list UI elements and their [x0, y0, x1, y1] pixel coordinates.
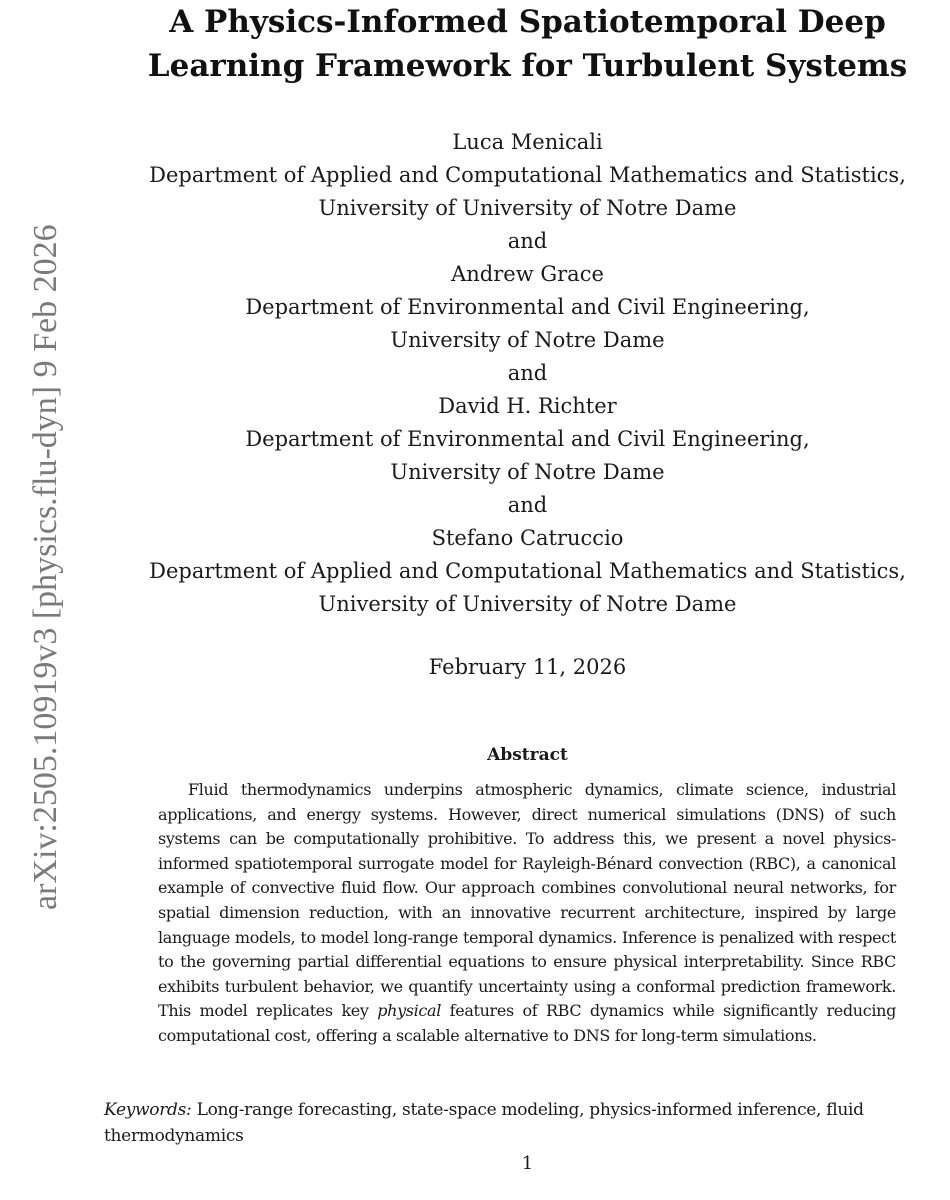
arxiv-identifier: arXiv:2505.10919v3 [physics.flu-dyn] 9 Feb 2026: [27, 224, 64, 910]
abstract-text-part-2: features of RBC dynamics while significantly reducing computational cost, offering a scalable alternative to DNS for long-term simulations.: [158, 1001, 896, 1045]
author-separator: and: [507, 229, 548, 253]
author-university: University of Notre Dame: [390, 460, 665, 484]
author-department: Department of Environmental and Civil Engineering,: [245, 295, 810, 319]
author-block: [0, 126, 950, 621]
keywords-label: Keywords:: [104, 1100, 192, 1120]
author-department: Department of Environmental and Civil Engineering,: [245, 427, 810, 451]
author-department: Department of Applied and Computational Mathematics and Statistics,: [149, 559, 906, 583]
abstract-text-part-1: Fluid thermodynamics underpins atmospheric dynamics, climate science, industrial applications, and energy systems. However, direct numerical simulations (DNS) of such systems can be computationally prohibitive. To address this, we present a novel physics-informed spatiotemporal surrogate model for Rayleigh-Bénard convection (RBC), a canonical example of convective fluid flow. Our approach combines convolutional neural networks, for spatial dimension reduction, with an innovative recurrent architecture, inspired by large language models, to model long-range temporal dynamics. Inference is penalized with respect to the governing partial differential equations to ensure physical interpretability. Since RBC exhibits turbulent behavior, we quantify uncertainty using a conformal prediction framework. This model replicates key: [158, 780, 896, 1021]
abstract-heading: Abstract: [487, 745, 568, 765]
author-name: David H. Richter: [438, 394, 617, 418]
author-department: Department of Applied and Computational Mathematics and Statistics,: [149, 163, 906, 187]
author-university: University of Notre Dame: [390, 328, 665, 352]
abstract-emphasis: physical: [377, 1001, 441, 1021]
author-name: Stefano Catruccio: [431, 526, 624, 550]
author-university: University of University of Notre Dame: [318, 196, 737, 220]
author-name: Luca Menicali: [452, 130, 603, 154]
paper-title: [0, 0, 950, 88]
abstract-body: [158, 778, 896, 1049]
title-line-1: A Physics-Informed Spatiotemporal Deep: [169, 4, 886, 40]
author-name: Andrew Grace: [451, 262, 604, 286]
paper-date: February 11, 2026: [428, 655, 627, 679]
keywords: [104, 1097, 950, 1149]
page-number: 1: [521, 1153, 534, 1174]
title-line-2: Learning Framework for Turbulent Systems: [147, 48, 908, 84]
keywords-text: Long-range forecasting, state-space modeling, physics-informed inference, fluid thermodynamics: [104, 1100, 864, 1146]
author-university: University of University of Notre Dame: [318, 592, 737, 616]
author-separator: and: [507, 493, 548, 517]
author-separator: and: [507, 361, 548, 385]
